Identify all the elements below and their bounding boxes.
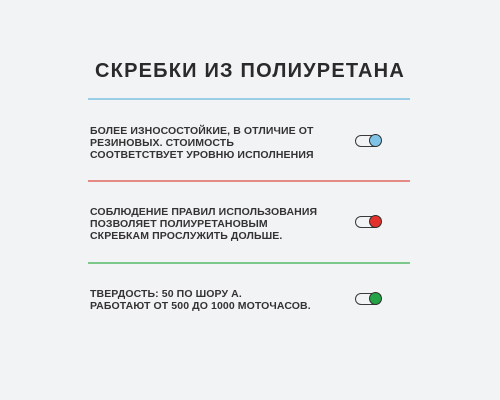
feature-text-line: СКРЕБКАМ ПРОСЛУЖИТЬ ДОЛЬШЕ. xyxy=(90,230,283,242)
divider-blue xyxy=(88,98,410,100)
divider-green xyxy=(88,262,410,264)
feature-item-usage-rules xyxy=(90,206,340,242)
toggle-on-icon xyxy=(369,292,382,305)
toggle-blue[interactable] xyxy=(355,135,381,147)
feature-item-wear-resistance xyxy=(90,125,340,161)
feature-text-line: СОБЛЮДЕНИЕ ПРАВИЛ ИСПОЛЬЗОВАНИЯ xyxy=(90,206,318,218)
page-title: СКРЕБКИ ИЗ ПОЛИУРЕТАНА xyxy=(95,60,405,82)
feature-item-hardness xyxy=(90,288,340,312)
toggle-on-icon xyxy=(369,134,382,147)
feature-text-line: ТВЕРДОСТЬ: 50 ПО ШОРУ А. xyxy=(90,288,242,300)
feature-text-line: БОЛЕЕ ИЗНОСОСТОЙКИЕ, В ОТЛИЧИЕ ОТ xyxy=(90,125,314,137)
toggle-red[interactable] xyxy=(355,216,381,228)
toggle-on-icon xyxy=(369,215,382,228)
feature-text-line: ПОЗВОЛЯЕТ ПОЛИУРЕТАНОВЫМ xyxy=(90,218,268,230)
feature-text-line: СООТВЕТСТВУЕТ УРОВНЮ ИСПОЛНЕНИЯ xyxy=(90,149,314,161)
toggle-green[interactable] xyxy=(355,293,381,305)
feature-text-line: РЕЗИНОВЫХ. СТОИМОСТЬ xyxy=(90,137,234,149)
divider-red xyxy=(88,180,410,182)
feature-text-line: РАБОТАЮТ ОТ 500 ДО 1000 МОТОЧАСОВ. xyxy=(90,300,311,312)
